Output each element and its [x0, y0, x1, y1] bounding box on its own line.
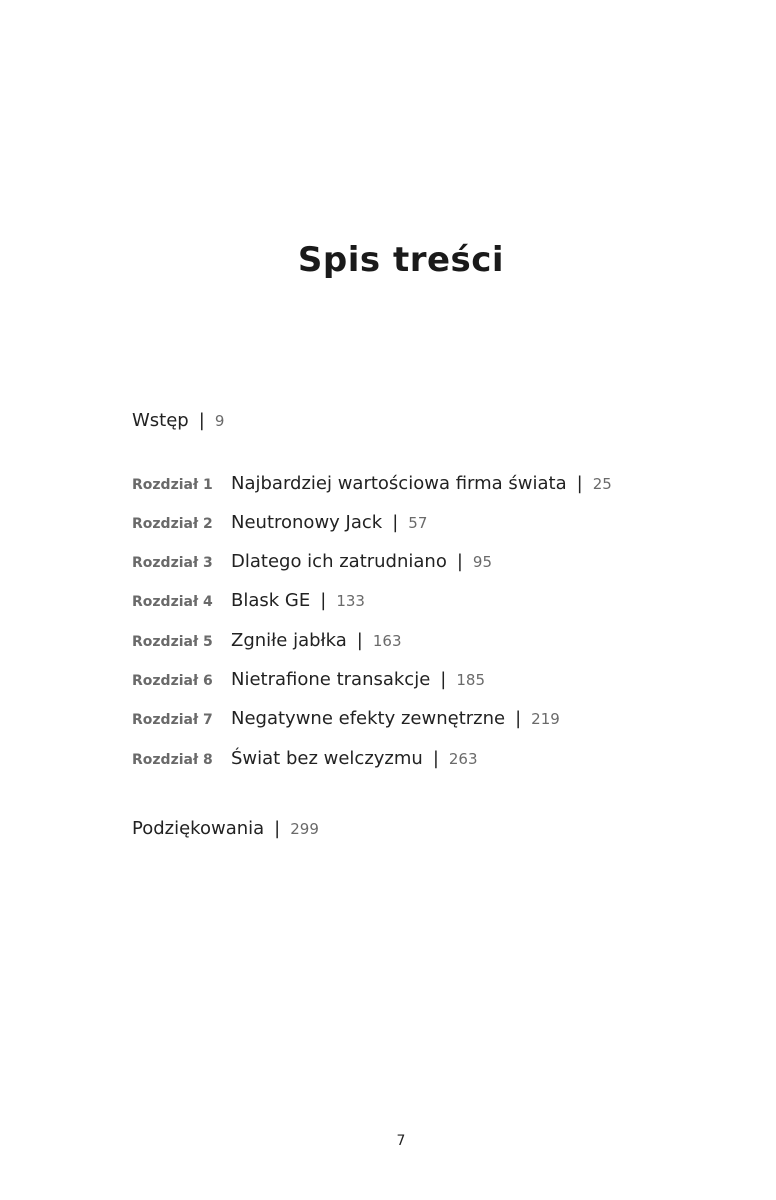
toc-page-number: 57	[408, 514, 428, 532]
chapter-label: Rozdział 3	[132, 555, 213, 571]
chapter-label: Rozdział 4	[132, 594, 213, 610]
chapter-title: Dlatego ich zatrudniano	[231, 551, 447, 572]
toc-separator: |	[392, 512, 399, 533]
toc-separator: |	[576, 473, 583, 494]
toc-page-number: 133	[336, 592, 365, 610]
chapter-title: Najbardziej wartościowa firma świata	[231, 473, 567, 494]
chapter-title: Zgniłe jabłka	[231, 630, 347, 651]
toc-page-number: 219	[531, 710, 560, 728]
toc-separator: |	[515, 708, 522, 729]
toc-entry-chapter-7	[132, 708, 560, 732]
toc-separator: |	[274, 818, 281, 839]
chapter-title: Nietrafione transakcje	[231, 669, 431, 690]
toc-entry-chapter-4	[132, 590, 365, 614]
toc-page-number: 95	[472, 553, 493, 571]
toc-entry-title: Podziękowania	[132, 818, 265, 839]
chapter-label: Rozdział 1	[132, 477, 213, 493]
page-folio-number: 7	[396, 1133, 406, 1149]
toc-entry-chapter-3	[132, 551, 492, 575]
chapter-title: Świat bez welczyzmu	[231, 748, 423, 769]
chapter-label: Rozdział 2	[132, 516, 213, 532]
toc-entry-acknowledgements	[132, 818, 319, 842]
toc-separator: |	[432, 748, 439, 769]
toc-entry-chapter-5	[132, 630, 402, 654]
chapter-label: Rozdział 7	[132, 712, 213, 728]
toc-separator: |	[440, 669, 447, 690]
toc-separator: |	[356, 630, 363, 651]
chapter-title: Neutronowy Jack	[231, 512, 383, 533]
chapter-title: Blask GE	[231, 590, 311, 611]
chapter-label: Rozdział 6	[132, 673, 213, 689]
page-title: Spis treści	[297, 240, 505, 280]
toc-entry-chapter-8	[132, 748, 478, 772]
toc-separator: |	[198, 410, 205, 431]
toc-separator: |	[320, 590, 327, 611]
chapter-title: Negatywne efekty zewnętrzne	[231, 708, 506, 729]
chapter-label: Rozdział 5	[132, 634, 213, 650]
toc-page-number: 299	[290, 820, 319, 838]
toc-page-number: 263	[448, 750, 478, 768]
toc-entry-intro	[132, 410, 224, 434]
toc-entry-chapter-1	[132, 473, 612, 497]
chapter-label: Rozdział 8	[132, 752, 213, 768]
toc-page-number: 163	[372, 632, 402, 650]
toc-entry-title: Wstęp	[132, 410, 189, 431]
toc-separator: |	[456, 551, 463, 572]
toc-entry-chapter-6	[132, 669, 485, 693]
toc-page-number: 185	[456, 671, 486, 689]
toc-page-number: 25	[592, 475, 612, 493]
toc-entry-chapter-2	[132, 512, 427, 536]
toc-page-number: 9	[214, 412, 225, 430]
